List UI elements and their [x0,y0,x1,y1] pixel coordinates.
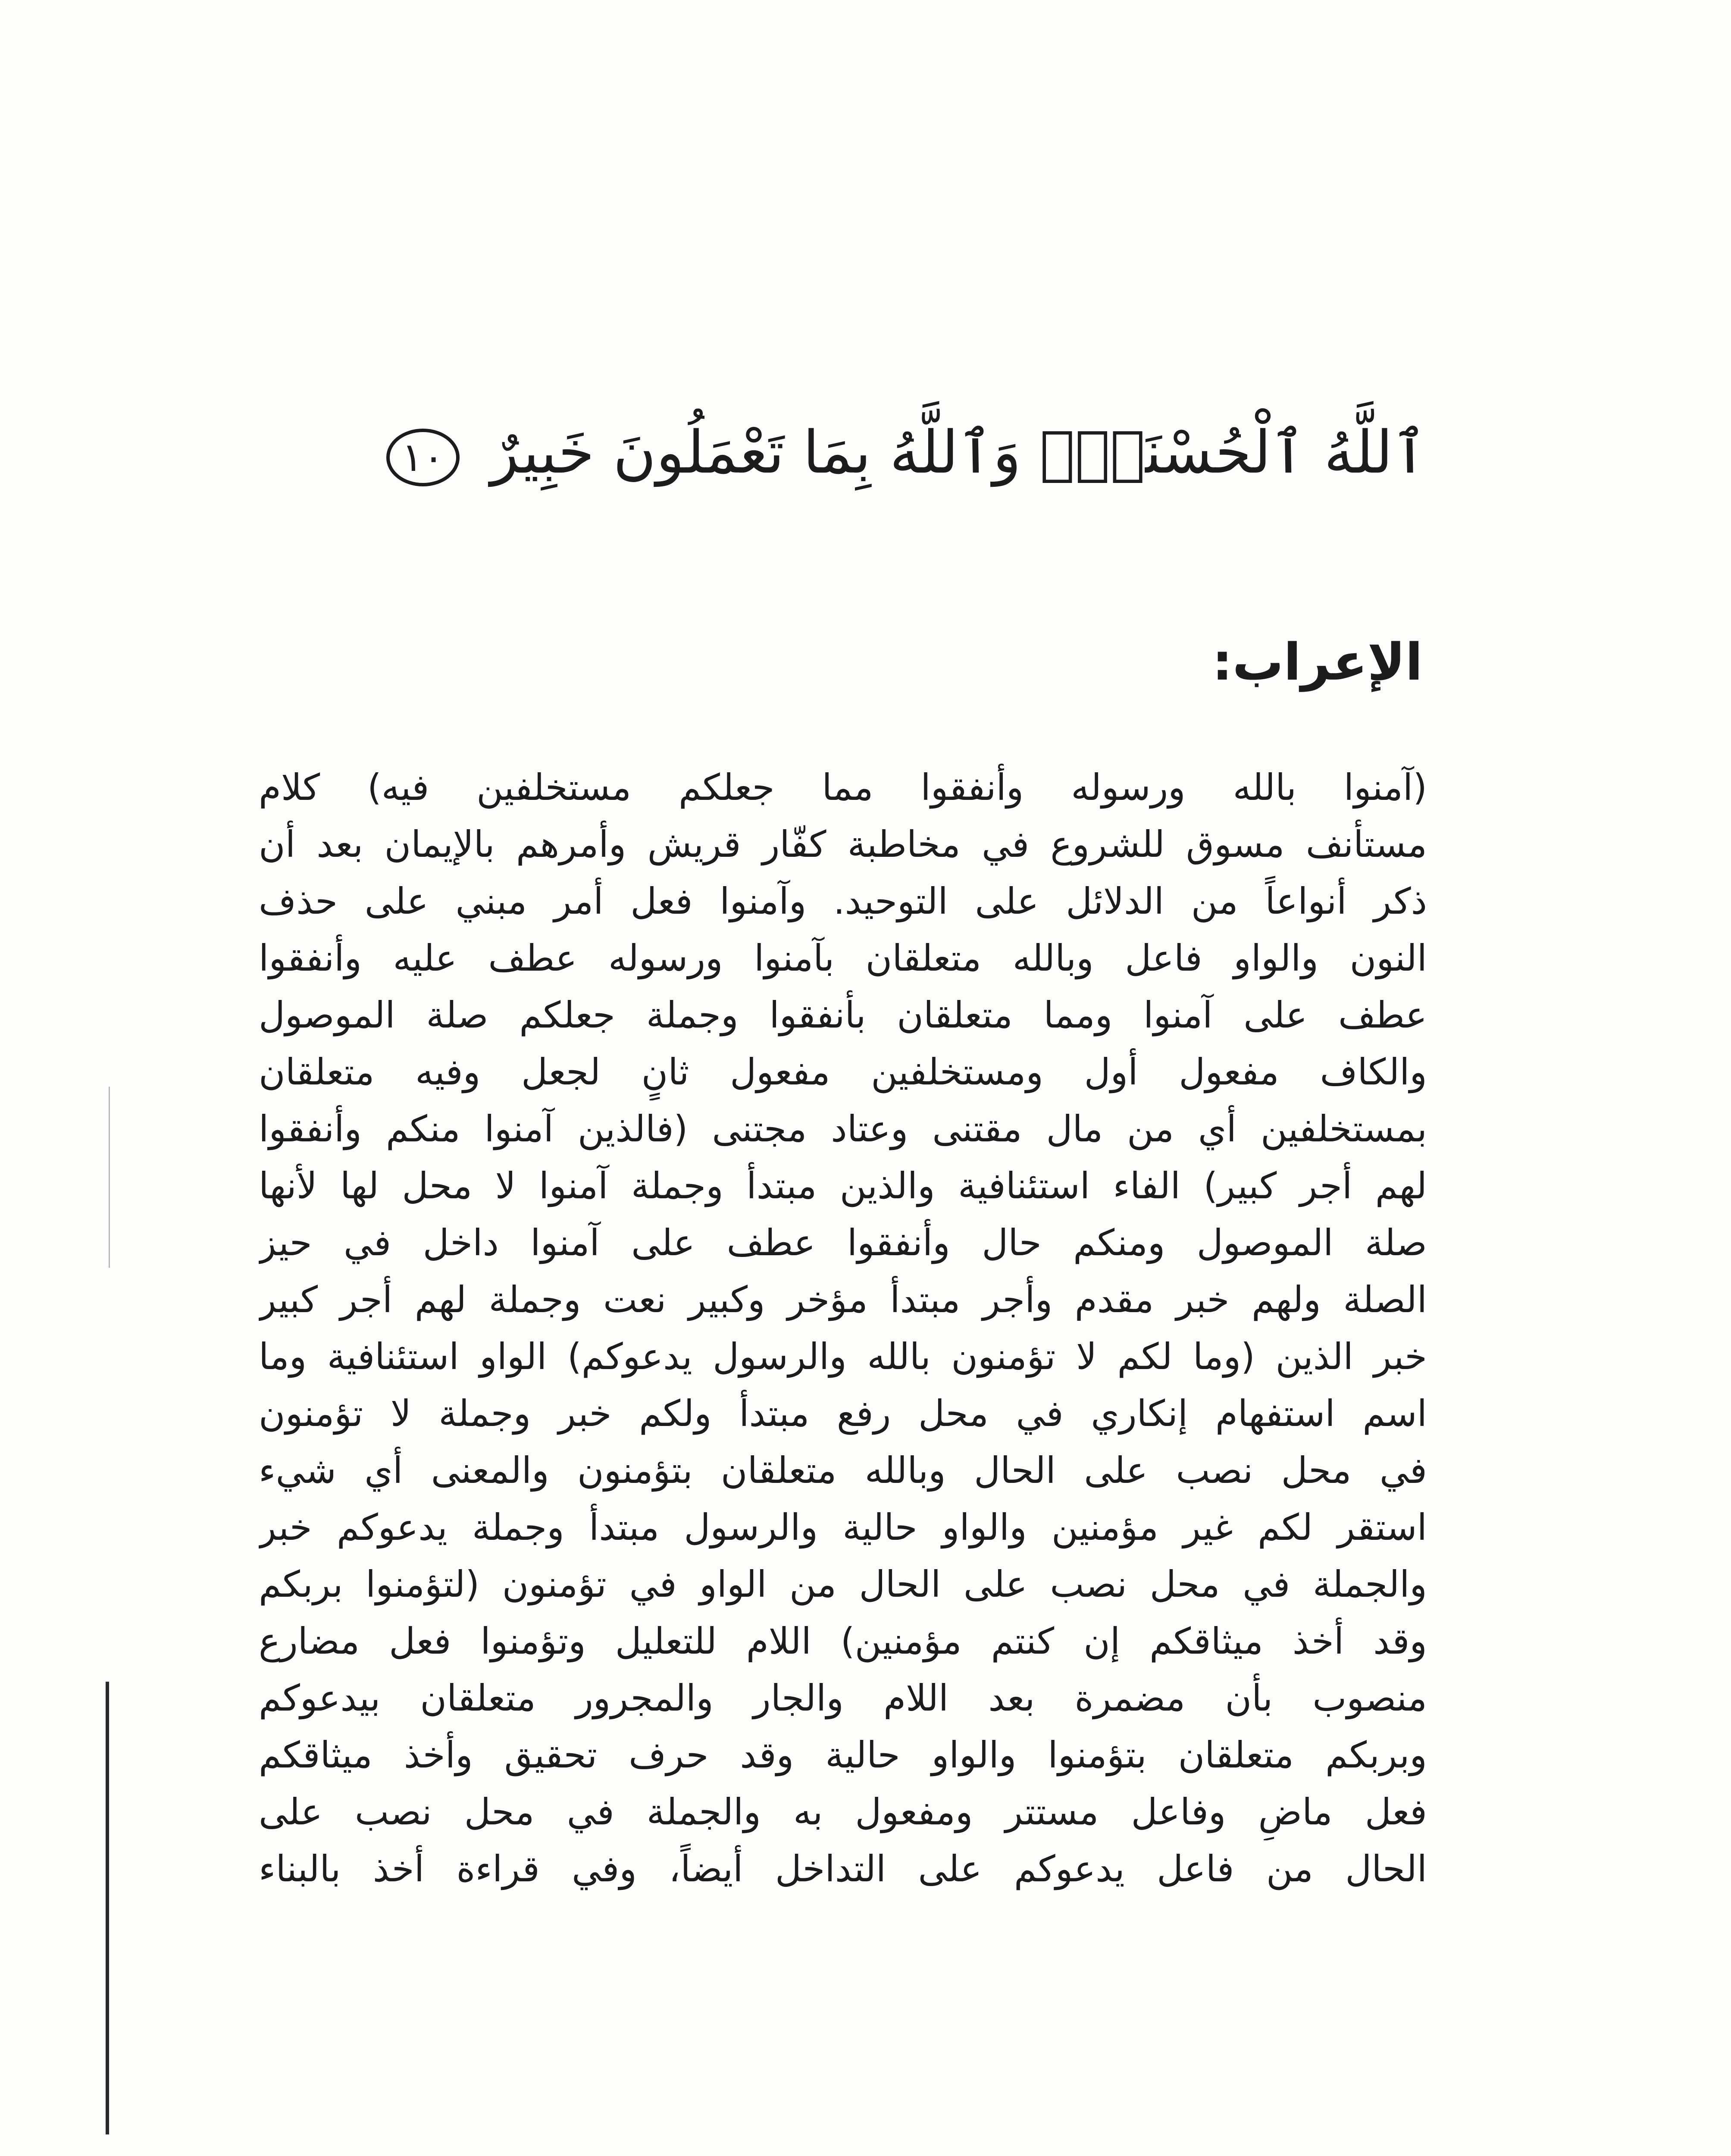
body-line: لهم أجر كبير) الفاء استئنافية والذين مبتدأ وجملة آمنوا لا محل لها لأنها [259,1165,1427,1207]
body-line: صلة الموصول ومنكم حال وأنفقوا عطف على آمنوا داخل في حيز [259,1222,1427,1264]
body-line: في محل نصب على الحال وبالله متعلقان بتؤمنون والمعنى أي شيء [259,1449,1427,1492]
body-line: منصوب بأن مضمرة بعد اللام والجار والمجرور متعلقان بيدعوكم [259,1677,1427,1719]
body-line: خبر الذين (وما لكم لا تؤمنون بالله والرسول يدعوكم) الواو استئنافية وما [259,1335,1427,1378]
body-line: (آمنوا بالله ورسوله وأنفقوا مما جعلكم مستخلفين فيه) كلام [259,766,1427,808]
body-line: ذكر أنواعاً من الدلائل على التوحيد. وآمنوا فعل أمر مبني على حذف [259,880,1427,922]
body-line: الصلة ولهم خبر مقدم وأجر مبتدأ مؤخر وكبير نعت وجملة لهم أجر كبير [259,1279,1427,1321]
body-line: عطف على آمنوا ومما متعلقان بأنفقوا وجملة جعلكم صلة الموصول [259,994,1427,1036]
body-line: والكاف مفعول أول ومستخلفين مفعول ثانٍ لجعل وفيه متعلقان [259,1051,1427,1093]
body-line: وقد أخذ ميثاقكم إن كنتم مؤمنين) اللام للتعليل وتؤمنوا فعل مضارع [259,1620,1427,1662]
section-heading-irab: الإعراب: [1212,632,1423,692]
body-line: الحال من فاعل يدعوكم على التداخل أيضاً، وفي قراءة أخذ بالبناء [259,1848,1427,1890]
body-line: والجملة في محل نصب على الحال من الواو في تؤمنون (لتؤمنوا بربكم [259,1563,1427,1605]
body-line: اسم استفهام إنكاري في محل رفع مبتدأ ولكم خبر وجملة لا تؤمنون [259,1392,1427,1435]
body-line: وبربكم متعلقان بتؤمنوا والواو حالية وقد حرف تحقيق وأخذ ميثاقكم [259,1734,1427,1776]
body-line: فعل ماضٍ وفاعل مستتر ومفعول به والجملة في محل نصب على [259,1791,1427,1833]
body-line: بمستخلفين أي من مال مقتنى وعتاد مجتنى (فالذين آمنوا منكم وأنفقوا [259,1108,1427,1150]
scan-margin-line-faint [109,1087,110,1268]
body-line: مستأنف مسوق للشروع في مخاطبة كفّار قريش وأمرهم بالإيمان بعد أن [259,823,1427,865]
verse-text: ٱللَّهُ ٱلْحُسْنَىٰۚ وَٱللَّهُ بِمَا تَعْمَلُونَ خَبِيرٌ [490,419,1427,487]
verse-number-marker: ١٠ [386,429,460,486]
scan-margin-line [106,1682,109,2134]
body-line: النون والواو فاعل وبالله متعلقان بآمنوا ورسوله عطف عليه وأنفقوا [259,937,1427,979]
body-line: استقر لكم غير مؤمنين والواو حالية والرسول مبتدأ وجملة يدعوكم خبر [259,1506,1427,1548]
quran-verse-line [401,388,1427,517]
irab-body-text [259,759,1427,2156]
